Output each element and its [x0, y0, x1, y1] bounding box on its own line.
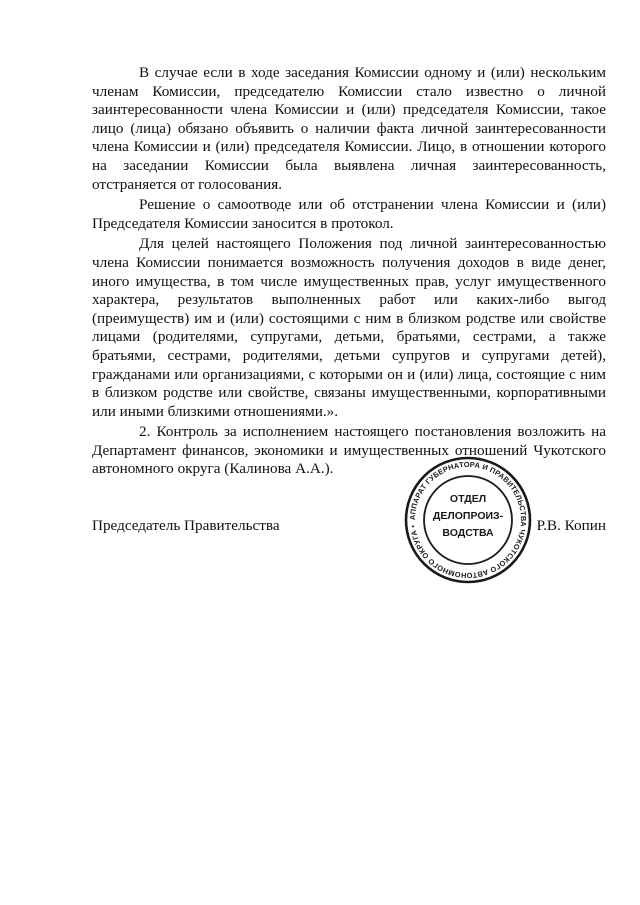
signatory-name: Р.В. Копин — [536, 517, 606, 534]
paragraph-recusal-protocol: Решение о самоотводе или об отстранении члена Комиссии и (или) Председателя Комиссии заносится в протокол. — [92, 196, 606, 232]
paragraph-control-clause: 2. Контроль за исполнением настоящего постановления возложить на Департамент финансов, экономики и имущественных отношений Чукотского автономного округа (Калинова А.А.). — [92, 423, 606, 478]
document-body — [92, 64, 606, 481]
paragraph-interest-definition: Для целей настоящего Положения под личной заинтересованностью члена Комиссии понимается возможность получения доходов в виде денег, иного имущества, в том числе имущественных прав, услуг имущественного характера, результатов выполненных работ или каких-либо выгод (преимуществ) им и (или) состоящими с ним в близком родстве или свойстве лицами (родителями, супругами, детьми, братьями, сестрами, а также братьями, сестрами, родителями, детьми супругов и супругами детей), гражданами или организациями, с которыми он и (или) лица, состоящие с ним в близком родстве или свойстве, связаны имущественными, корпоративными или иными близкими отношениями.». — [92, 235, 606, 420]
stamp-line-1: ОТДЕЛ — [449, 493, 487, 505]
paragraph-conflict-announcement: В случае если в ходе заседания Комиссии одному и (или) нескольким членам Комиссии, председателю Комиссии стало известно о личной заинтересованности члена Комиссии и (или) председателя Комиссии, такое лицо (лица) обязано объявить о наличии факта личной заинтересованности члена Комиссии и (или) председателя Комиссии. Лицо, в отношении которого на заседании Комиссии была выявлена личная заинтересованность, отстраняется от голосования. — [92, 64, 606, 193]
stamp-line-2: ДЕЛОПРОИЗ- — [432, 510, 504, 522]
stamp-line-3: ВОДСТВА — [442, 527, 494, 539]
official-seal-stamp — [403, 455, 533, 585]
signatory-title: Председатель Правительства — [92, 517, 280, 534]
stamp-ring-text: АППАРАТ ГУБЕРНАТОРА И ПРАВИТЕЛЬСТВА ЧУКОТСКОГО АВТОНОМНОГО ОКРУГА • — [407, 459, 529, 581]
